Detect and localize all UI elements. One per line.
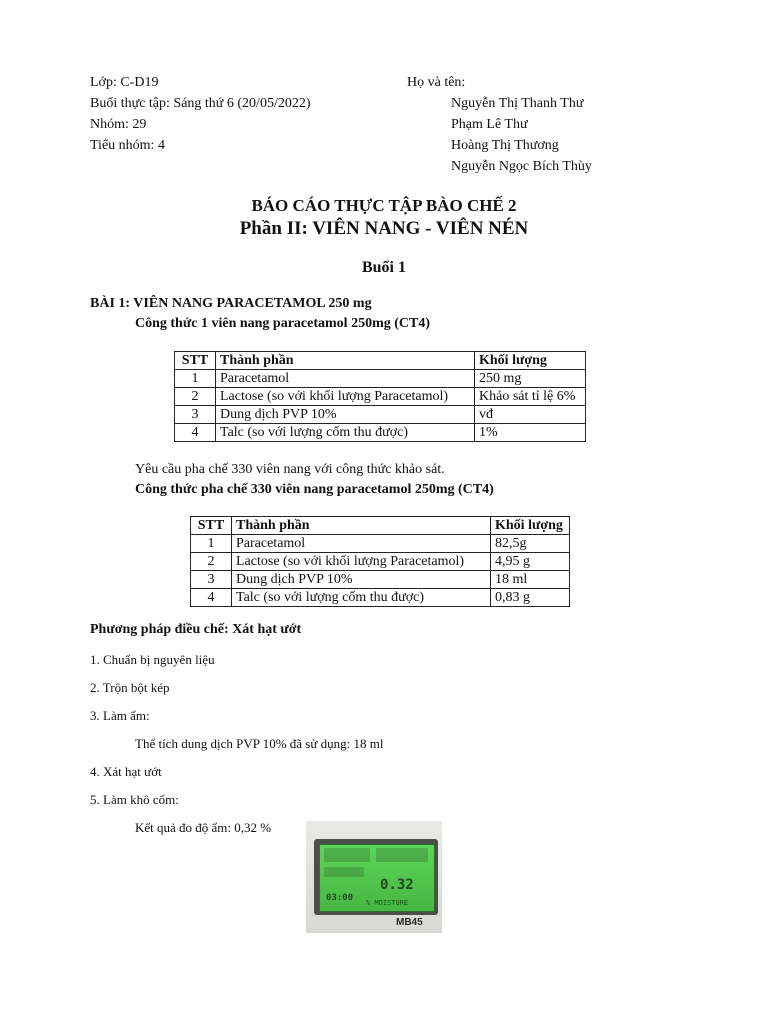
table-cell: 3 — [175, 406, 216, 424]
table-cell: 82,5g — [491, 535, 570, 553]
table-cell: Dung dịch PVP 10% — [232, 571, 491, 589]
table-row — [191, 589, 570, 607]
member-name: Hoàng Thị Thương — [451, 138, 559, 153]
table-cell: 4 — [191, 589, 232, 607]
step-item: 4. Xát hạt ướt — [90, 764, 162, 779]
table-cell: Dung dịch PVP 10% — [216, 406, 475, 424]
table-header: STT — [175, 352, 216, 370]
member-name: Phạm Lê Thư — [451, 117, 528, 132]
table-cell: Paracetamol — [216, 370, 475, 388]
table-cell: 2 — [175, 388, 216, 406]
lcd-info-block — [324, 848, 370, 862]
brand-label: MB45 — [396, 917, 423, 928]
step-item: 5. Làm khô cốm: — [90, 792, 179, 807]
step3-note: Thể tích dung dịch PVP 10% đã sử dụng: 18 ml — [135, 736, 384, 751]
table-cell: 1 — [175, 370, 216, 388]
moisture-analyzer-photo — [306, 821, 442, 933]
member-name: Nguyễn Ngọc Bích Thùy — [451, 159, 592, 174]
table-cell: 4 — [175, 424, 216, 442]
table-header-row — [191, 517, 570, 535]
step5-note: Kết quả đo độ ẩm: 0,32 % — [135, 820, 272, 835]
report-title: BÁO CÁO THỰC TẬP BÀO CHẾ 2 — [251, 196, 517, 215]
formula2-title: Công thức pha chế 330 viên nang paracetamol 250mg (CT4) — [135, 482, 494, 497]
table-cell: 1 — [191, 535, 232, 553]
formula2-table — [190, 516, 570, 607]
table-row — [175, 388, 586, 406]
table-cell: Talc (so với lượng cốm thu được) — [232, 589, 491, 607]
table-header: Thành phần — [232, 517, 491, 535]
table-header: STT — [191, 517, 232, 535]
table-row — [175, 424, 586, 442]
table-row — [175, 406, 586, 424]
timer-readout: 03:00 — [326, 893, 354, 903]
table-cell: Paracetamol — [232, 535, 491, 553]
table-cell: 1% — [475, 424, 586, 442]
requirement-text: Yêu cầu pha chế 330 viên nang với công thức khảo sát. — [135, 462, 445, 477]
table-row — [191, 535, 570, 553]
table-row — [175, 370, 586, 388]
moisture-unit: % MOISTURE — [366, 899, 409, 907]
names-label: Họ và tên: — [407, 75, 466, 90]
table-cell: 250 mg — [475, 370, 586, 388]
group-line: Nhóm: 29 — [90, 117, 147, 132]
analyzer-lcd-screen — [319, 844, 435, 912]
report-subtitle: Phần II: VIÊN NANG - VIÊN NÉN — [239, 218, 529, 239]
table-header: Khối lượng — [491, 517, 570, 535]
step-item: 1. Chuẩn bị nguyên liệu — [90, 652, 215, 667]
formula1-table — [174, 351, 586, 442]
formula1-title: Công thức 1 viên nang paracetamol 250mg (CT4) — [135, 316, 430, 331]
lesson-heading: BÀI 1: VIÊN NANG PARACETAMOL 250 mg — [90, 296, 372, 311]
table-cell: 4,95 g — [491, 553, 570, 571]
lcd-info-block — [376, 848, 428, 862]
table-cell: Lactose (so với khối lượng Paracetamol) — [216, 388, 475, 406]
table-cell: vđ — [475, 406, 586, 424]
analyzer-display-frame — [314, 839, 438, 915]
table-row — [191, 571, 570, 589]
lcd-info-block — [324, 867, 364, 877]
class-line: Lớp: C-D19 — [90, 75, 159, 90]
table-header: Khối lượng — [475, 352, 586, 370]
step-item: 2. Trộn bột kép — [90, 680, 170, 695]
session-title: Buổi 1 — [361, 259, 406, 276]
table-cell: Talc (so với lượng cốm thu được) — [216, 424, 475, 442]
subgroup-line: Tiểu nhóm: 4 — [90, 138, 165, 153]
member-name: Nguyễn Thị Thanh Thư — [451, 96, 584, 111]
table-cell: 3 — [191, 571, 232, 589]
table-cell: 18 ml — [491, 571, 570, 589]
moisture-reading: 0.32 — [380, 877, 414, 893]
table-cell: 2 — [191, 553, 232, 571]
table-row — [191, 553, 570, 571]
step-item: 3. Làm ẩm: — [90, 708, 150, 723]
table-cell: Khảo sát tỉ lệ 6% — [475, 388, 586, 406]
table-cell: 0,83 g — [491, 589, 570, 607]
table-header-row — [175, 352, 586, 370]
method-title: Phương pháp điều chế: Xát hạt ướt — [90, 622, 302, 637]
table-cell: Lactose (so với khối lượng Paracetamol) — [232, 553, 491, 571]
session-line: Buổi thực tập: Sáng thứ 6 (20/05/2022) — [90, 96, 311, 111]
table-header: Thành phần — [216, 352, 475, 370]
